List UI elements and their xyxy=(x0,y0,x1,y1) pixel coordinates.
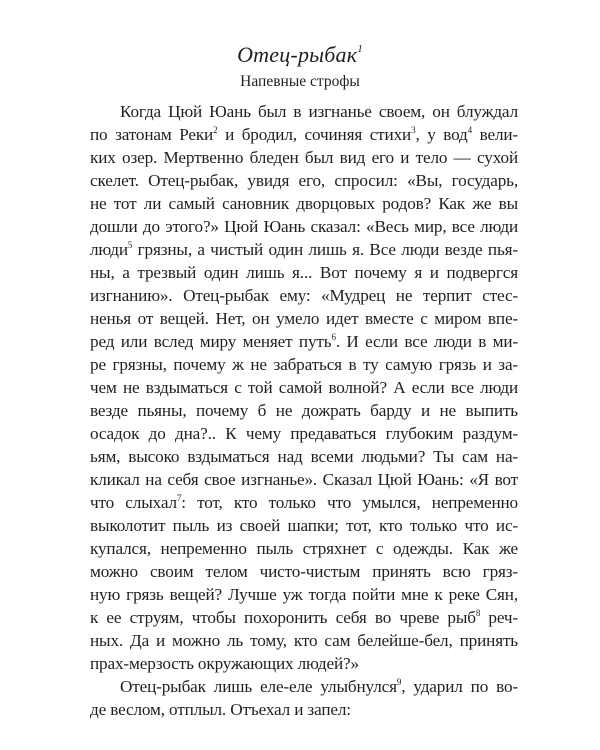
paragraph-line xyxy=(90,561,518,583)
paragraph-line xyxy=(90,377,518,399)
footnote-marker: 4 xyxy=(467,125,472,135)
text-run: : тот, кто только что умылся, непременно xyxy=(181,493,519,512)
footnote-marker: 3 xyxy=(411,125,416,135)
text-run: реч- xyxy=(480,608,518,627)
text-run: дошли до этого?» Цюй Юань сказал: «Весь мир, все люди xyxy=(90,217,518,236)
text-run: чем не вздыматься с той самой волной? А если все люди xyxy=(90,378,518,397)
paragraph-line xyxy=(90,653,518,675)
text-run: по затонам Реки xyxy=(90,125,214,144)
text-run: что слыхал xyxy=(90,493,177,512)
paragraph-line xyxy=(90,446,518,468)
text-run: Отец-рыбак лишь еле-еле улыбнулся xyxy=(120,677,397,696)
paragraph-line xyxy=(90,331,518,353)
footnote-marker: 6 xyxy=(331,332,336,342)
text-run: ьям, высоко вздыматься над всеми людьми? Ты сам на- xyxy=(90,447,518,466)
paragraph-line xyxy=(90,170,518,192)
paragraph-line xyxy=(90,400,518,422)
footnote-marker: 5 xyxy=(127,240,133,250)
text-run: . И если все люди в ми- xyxy=(335,332,518,351)
paragraph-line xyxy=(90,630,518,652)
text-run: ких озер. Мертвенно бледен был вид его и тело — сухой xyxy=(90,148,518,167)
text-run: , у вод xyxy=(415,125,468,144)
text-run: , ударил по во- xyxy=(401,677,518,696)
paragraph-line xyxy=(90,515,518,537)
text-run: ных. Да и можно ль тому, кто сам белейше-бел, принять xyxy=(90,631,518,650)
text-run: прах-мерзость окружающих людей?» xyxy=(90,654,359,673)
paragraph-line xyxy=(90,147,518,169)
text-run: скелет. Отец-рыбак, увидя его, спросил: «Вы, государь, xyxy=(90,171,518,190)
text-run: можно своим телом чисто-чистым принять всю гряз- xyxy=(90,562,518,581)
paragraph-line xyxy=(90,262,518,284)
text-run: де веслом, отплыл. Отъехал и запел: xyxy=(90,700,351,719)
paragraph-line xyxy=(90,584,518,606)
text-run: Когда Цюй Юань был в изгнанье своем, он блуждал xyxy=(120,102,518,121)
footnote-marker: 7 xyxy=(176,493,182,503)
paragraph-line xyxy=(90,193,518,215)
footnote-marker: 2 xyxy=(213,125,218,135)
paragraph-line xyxy=(120,676,518,698)
text-run: ред или вслед миру меняет путь xyxy=(90,332,332,351)
paragraph-line xyxy=(90,285,518,307)
text-run: не тот ли самый сановник дворцовых родов? Как же вы xyxy=(90,194,518,213)
footnote-marker: 9 xyxy=(396,677,402,687)
text-run: осадок до дна?.. К чему предаваться глубоким раздум- xyxy=(90,424,518,443)
text-run: к ее струям, чтобы похоронить себя во чреве рыб xyxy=(90,608,476,627)
text-run: и бродил, сочиняя стихи xyxy=(217,125,412,144)
text-run: люди xyxy=(90,240,128,259)
paragraph-line xyxy=(120,101,518,123)
paragraph-line xyxy=(90,699,518,721)
paragraph-line xyxy=(90,607,518,629)
text-run: выколотит пыль из своей шапки; тот, кто только что ис- xyxy=(90,516,518,535)
text-run: ненья от вещей. Нет, он умело идет вместе с миром впе- xyxy=(90,309,518,328)
text-run: ную грязь вещей? Лучше уж тогда пойти мне к реке Сян, xyxy=(90,585,518,604)
text-run: грязны, а чистый один лишь я. Все люди везде пья- xyxy=(132,240,518,259)
chapter-title-text: Отец-рыбак xyxy=(237,42,358,67)
chapter-subtitle: Напевные строфы xyxy=(240,73,360,90)
paragraph-line xyxy=(90,216,518,238)
text-run: кликал на себя свое изгнанье». Сказал Цюй Юань: «Я вот xyxy=(90,470,518,489)
text-run: ны, а трезвый один лишь я... Вот почему я и подвергся xyxy=(90,263,518,282)
text-run: везде пьяны, почему б не дожрать барду и не выпить xyxy=(90,401,518,420)
chapter-title xyxy=(0,42,600,68)
footnote-marker: 8 xyxy=(475,608,481,618)
text-run: купался, непременно пыль стряхнет с одежды. Как же xyxy=(90,539,518,558)
paragraph-line xyxy=(90,354,518,376)
text-run: ре грязны, почему ж не забраться в ту самую грязь и за- xyxy=(90,355,518,374)
paragraph-line xyxy=(90,124,518,146)
paragraph-line xyxy=(90,423,518,445)
paragraph-line xyxy=(90,538,518,560)
paragraph-line xyxy=(90,492,518,514)
paragraph-line xyxy=(90,308,518,330)
text-run: вели- xyxy=(472,125,518,144)
paragraph-line xyxy=(90,239,518,261)
footnote-marker: 1 xyxy=(357,43,363,55)
text-run: изгнанию». Отец-рыбак ему: «Мудрец не терпит стес- xyxy=(90,286,518,305)
paragraph-line xyxy=(90,469,518,491)
